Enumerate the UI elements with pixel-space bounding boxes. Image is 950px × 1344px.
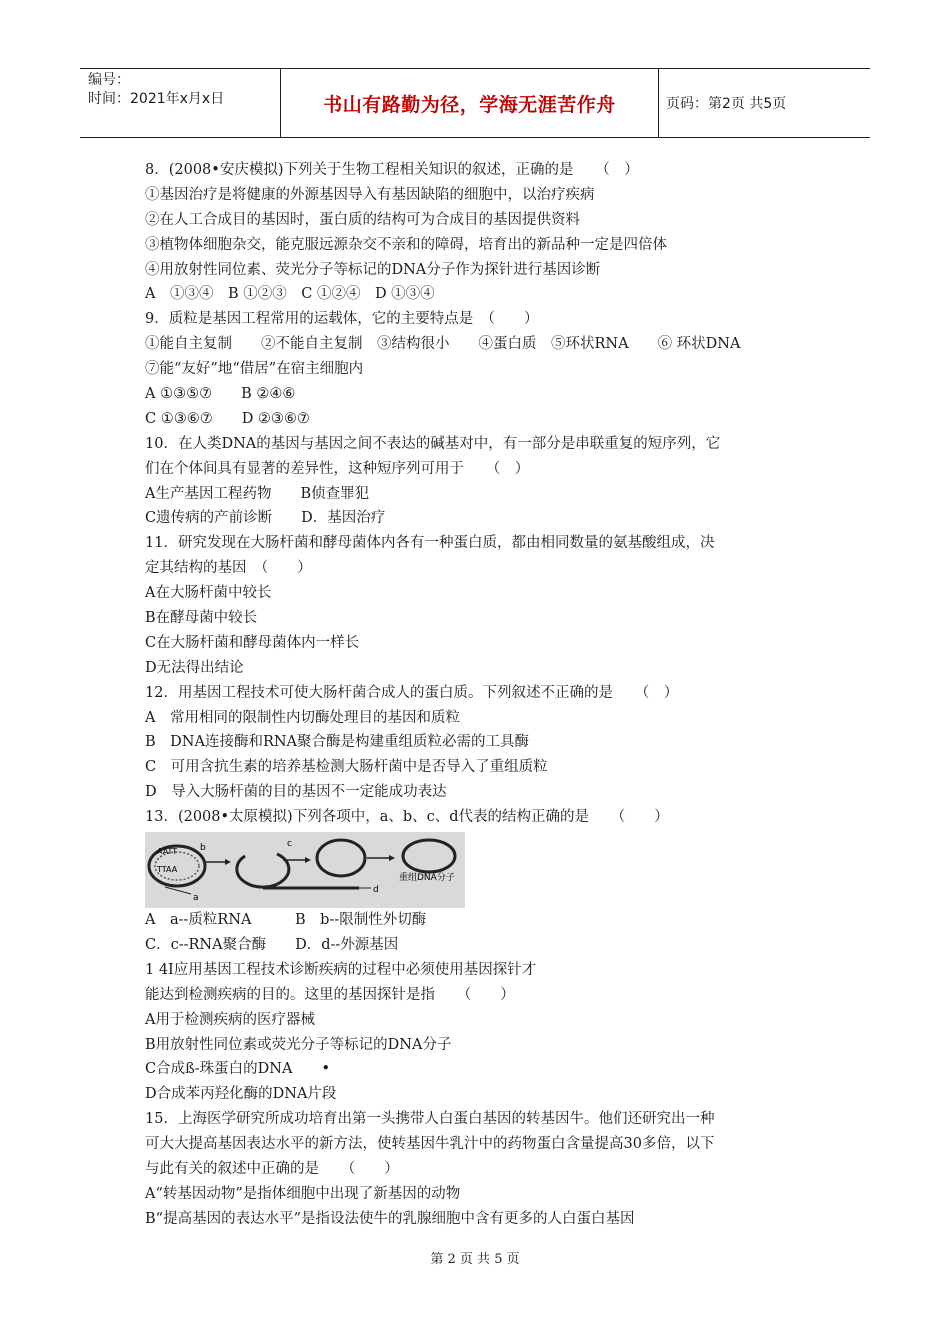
text-line: A a--质粒RNA B b--限制性外切酶 <box>145 912 427 929</box>
text-line: A“转基因动物”是指体细胞中出现了新基因的动物 <box>145 1185 461 1202</box>
document-body <box>145 158 815 1232</box>
text-line: D无法得出结论 <box>145 659 244 676</box>
page-footer: 第 2 页 共 5 页 <box>430 1252 520 1267</box>
text-line: 们在个体间具有显著的差异性，这种短序列可用于 （ ） <box>145 460 530 477</box>
text-line: B DNA连接酶和RNA聚合酶是构建重组质粒必需的工具酶 <box>145 734 530 751</box>
text-line: D合成苯丙羟化酶的DNA片段 <box>145 1086 337 1103</box>
text-line: 1 4I应用基因工程技术诊断疾病的过程中必须使用基因探针才 <box>145 961 537 978</box>
figure-label-aatt: AATT <box>157 847 178 857</box>
text-line: 12．用基因工程技术可使大肠杆菌合成人的蛋白质。下列叙述不正确的是 （ ） <box>145 684 679 701</box>
header-page-info: 页码：第2页 共5页 <box>666 96 787 112</box>
figure-label-recombinant: 重组DNA分子 <box>399 873 455 884</box>
text-line: 13．(2008•太原模拟)下列各项中，a、b、c、d代表的结构正确的是 （ ） <box>145 809 669 826</box>
number-label: 编号： <box>88 72 130 88</box>
recombinant-dna-figure <box>145 832 815 908</box>
text-line: A ①③⑤⑦ B ②④⑥ <box>145 386 296 403</box>
figure-label-d: d <box>373 885 379 896</box>
header-motto: 书山有路勤为径，学海无涯苦作舟 <box>281 69 659 137</box>
figure-label-b: b <box>200 843 206 854</box>
header-meta <box>80 69 281 137</box>
page-header <box>80 68 870 138</box>
text-line: C ①③⑥⑦ D ②③⑥⑦ <box>145 410 310 427</box>
date-label: 时间：2021年x月x日 <box>88 91 225 107</box>
text-line: A生产基因工程药物 B侦查罪犯 <box>145 485 370 502</box>
text-line: C 可用含抗生素的培养基检测大肠杆菌中是否导入了重组质粒 <box>145 759 548 776</box>
question-block-a <box>145 158 815 830</box>
figure-svg <box>145 832 465 908</box>
text-line: C遗传病的产前诊断 D．基因治疗 <box>145 510 386 527</box>
text-line: C．c--RNA聚合酶 D．d--外源基因 <box>145 936 399 953</box>
text-line: ⑦能“友好”地“借居”在宿主细胞内 <box>145 361 364 378</box>
text-line: 与此有关的叙述中正确的是 （ ） <box>145 1160 399 1177</box>
text-line: 能达到检测疾病的目的。这里的基因探针是指 （ ） <box>145 986 515 1003</box>
text-line: B在酵母菌中较长 <box>145 610 258 627</box>
text-line: C在大肠杆菌和酵母菌体内一样长 <box>145 634 360 651</box>
figure-label-c: c <box>287 839 292 850</box>
text-line: 10．在人类DNA的基因与基因之间不表达的碱基对中，有一部分是串联重复的短序列，它 <box>145 435 721 452</box>
text-line: D 导入大肠杆菌的目的基因不一定能成功表达 <box>145 784 447 801</box>
text-line: B“提高基因的表达水平”是指设法使牛的乳腺细胞中含有更多的人白蛋白基因 <box>145 1210 635 1227</box>
text-line: 可大大提高基因表达水平的新方法，使转基因牛乳汁中的药物蛋白含量提高30多倍，以下 <box>145 1136 715 1153</box>
text-line: ①能自主复制 ②不能自主复制 ③结构很小 ④蛋白质 ⑤环状RNA ⑥ 环状DNA <box>145 336 741 353</box>
text-line: A ①③④ B ①②③ C ①②④ D ①③④ <box>145 286 435 303</box>
text-line: 11．研究发现在大肠杆菌和酵母菌体内各有一种蛋白质，都由相同数量的氨基酸组成，决 <box>145 535 715 552</box>
figure-label-a: a <box>193 893 199 904</box>
text-line: 定其结构的基因 （ ） <box>145 560 312 577</box>
text-line: 9．质粒是基因工程常用的运载体，它的主要特点是 （ ） <box>145 311 539 328</box>
text-line: 8．(2008•安庆模拟)下列关于生物工程相关知识的叙述，正确的是 （ ） <box>145 162 639 178</box>
text-line: ①基因治疗是将健康的外源基因导入有基因缺陷的细胞中，以治疗疾病 <box>145 186 595 203</box>
text-line: ④用放射性同位素、荧光分子等标记的DNA分子作为探针进行基因诊断 <box>145 261 601 278</box>
text-line: A用于检测疾病的医疗器械 <box>145 1011 315 1028</box>
question-block-b <box>145 908 815 1232</box>
text-line: C合成ß-珠蛋白的DNA • <box>145 1061 331 1078</box>
figure-label-ttaa: TTAA <box>157 865 178 875</box>
text-line: B用放射性同位素或荧光分子等标记的DNA分子 <box>145 1036 452 1053</box>
text-line: ③植物体细胞杂交，能克服远源杂交不亲和的障碍，培育出的新品种一定是四倍体 <box>145 236 667 253</box>
text-line: A在大肠杆菌中较长 <box>145 585 272 602</box>
text-line: A 常用相同的限制性内切酶处理目的基因和质粒 <box>145 709 460 726</box>
text-line: 15．上海医学研究所成功培育出第一头携带人白蛋白基因的转基因牛。他们还研究出一种 <box>145 1111 715 1128</box>
text-line: ②在人工合成目的基因时，蛋白质的结构可为合成目的基因提供资料 <box>145 211 580 228</box>
